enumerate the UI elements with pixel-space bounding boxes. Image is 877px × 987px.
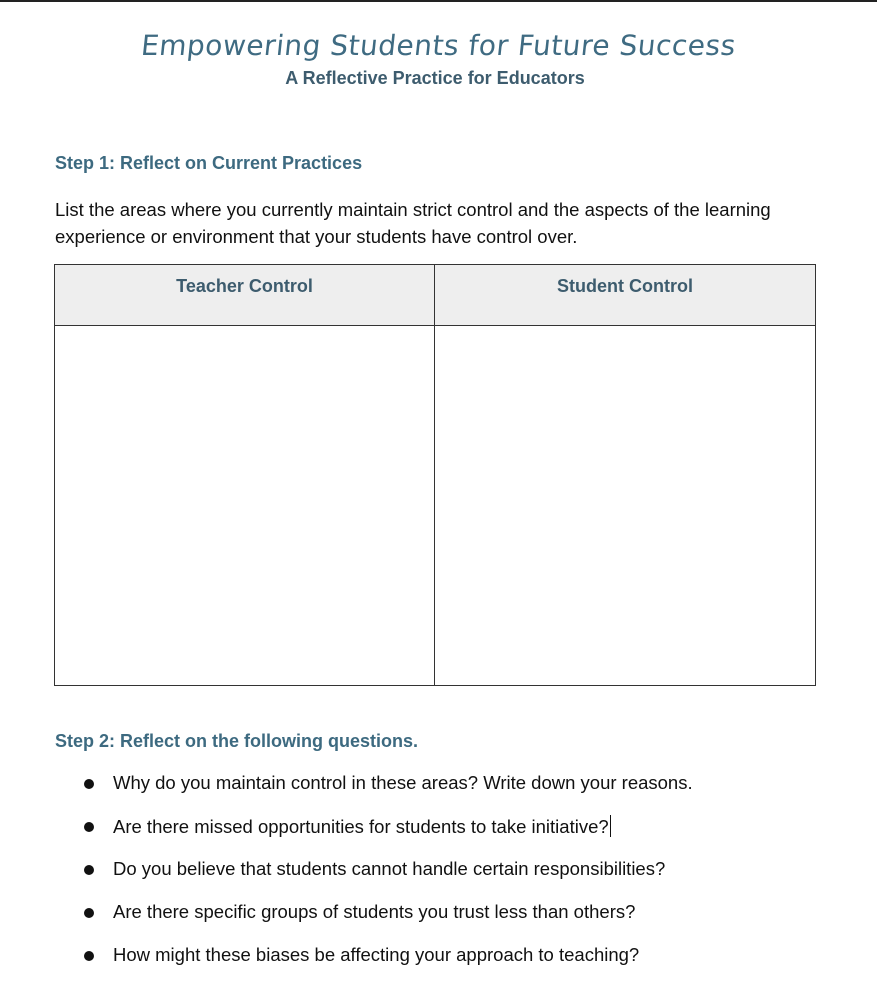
list-item[interactable] [84,772,693,815]
question-text: Why do you maintain control in these areas? Write down your reasons. [113,772,693,793]
text-cursor [610,815,612,837]
bullet-icon [84,779,94,789]
document-title: Empowering Students for Future Success [139,28,738,62]
control-table [54,264,816,686]
list-item[interactable] [84,901,693,944]
student-control-header: Student Control [435,265,815,326]
question-text: How might these biases be affecting your approach to teaching? [113,944,640,965]
question-text: Do you believe that students cannot handle certain responsibilities? [113,858,666,879]
step1-instructions: List the areas where you currently maintain strict control and the aspects of the learning experience or environment that your students have control over. [55,199,771,247]
bullet-icon [84,951,94,961]
list-item[interactable] [84,858,693,901]
step1-heading: Step 1: Reflect on Current Practices [55,153,363,173]
student-control-cell[interactable] [435,326,815,685]
top-border-line [0,0,877,2]
list-item[interactable] [84,944,693,987]
document-subtitle: A Reflective Practice for Educators [285,68,585,88]
bullet-icon [84,865,94,875]
list-item[interactable] [84,815,693,858]
step2-heading: Step 2: Reflect on the following questions. [55,731,419,751]
bullet-icon [84,822,94,832]
teacher-control-header: Teacher Control [55,265,435,326]
question-text: Are there specific groups of students you trust less than others? [113,901,636,922]
reflection-questions-list [84,772,693,987]
bullet-icon [84,908,94,918]
teacher-control-cell[interactable] [55,326,435,685]
question-text: Are there missed opportunities for students to take initiative? [113,816,609,837]
